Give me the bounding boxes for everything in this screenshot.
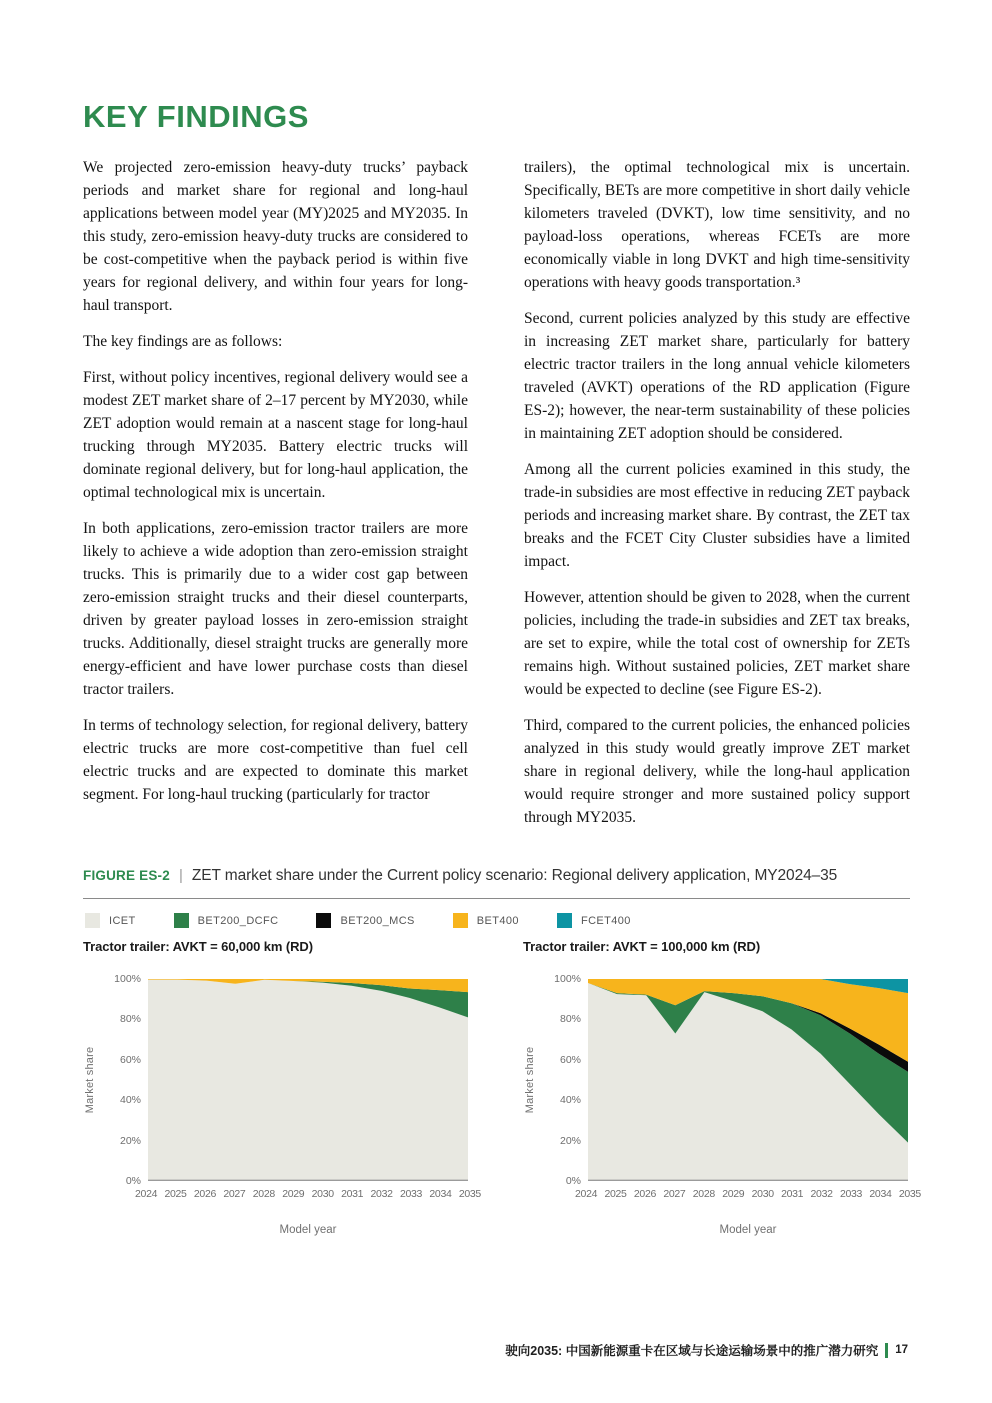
paragraph: In terms of technology selection, for regional delivery, battery electric trucks are more cost-competitive than fuel cell electric trucks and are expected to dominate this market segment. For long-haul trucking (particularly for tractor (83, 717, 468, 803)
x-tick-label: 2030 (311, 1188, 334, 1200)
legend-item-bet200-mcs (316, 913, 414, 928)
stacked-area-plot (148, 979, 468, 1181)
y-axis-ticks (103, 973, 141, 1187)
figure-es2 (83, 867, 921, 1236)
y-tick-label: 40% (559, 1094, 581, 1107)
y-tick-label: 0% (565, 1175, 581, 1187)
chart-avkt-100000 (523, 939, 921, 1236)
chart-subtitle: Tractor trailer: AVKT = 60,000 km (RD) (83, 939, 313, 954)
figure-caption (83, 867, 910, 885)
x-tick-label: 2028 (692, 1188, 715, 1200)
x-tick-label: 2034 (869, 1188, 892, 1200)
footer-divider (885, 1343, 888, 1358)
chart-avkt-60000 (83, 939, 481, 1236)
x-tick-label: 2026 (193, 1188, 217, 1200)
y-tick-label: 100% (114, 973, 141, 985)
x-tick-label: 2025 (604, 1188, 627, 1200)
figure-caption-text: ZET market share under the Current policy scenario: Regional delivery application, MY2024–35 (191, 867, 838, 884)
x-tick-label: 2024 (575, 1188, 598, 1200)
x-tick-label: 2029 (282, 1188, 305, 1200)
legend-label: BET200_DCFC (197, 914, 279, 927)
legend-item-bet400 (453, 913, 519, 928)
y-axis-ticks (543, 973, 581, 1187)
y-tick-label: 0% (125, 1175, 141, 1187)
x-tick-label: 2030 (751, 1188, 774, 1200)
legend-label: ICET (109, 914, 136, 927)
y-tick-label: 40% (119, 1094, 141, 1107)
body-column-left (83, 156, 468, 819)
y-tick-label: 60% (119, 1053, 141, 1066)
x-tick-label: 2032 (370, 1188, 393, 1200)
x-tick-label: 2035 (898, 1188, 921, 1200)
x-tick-label: 2035 (458, 1188, 481, 1200)
legend-swatch (174, 913, 189, 928)
stacked-area-plot (588, 979, 908, 1181)
y-axis-label: Market share (524, 1046, 536, 1114)
paragraph: In both applications, zero-emission tractor trailers are more likely to achieve a wide adoption than zero-emission straight trucks. This is primarily due to a wider cost gap between zero-emission straight trucks and their diesel counterparts, driven by greater payload losses in zero-emission straight trucks. Additionally, diesel straight trucks are generally more energy-efficient and have lower purchase costs than diesel tractor trailers. (83, 520, 468, 698)
x-tick-label: 2029 (722, 1188, 745, 1200)
x-tick-label: 2026 (633, 1188, 657, 1200)
page-title: KEY FINDINGS (83, 99, 309, 134)
x-axis-label: Model year (279, 1224, 337, 1236)
paragraph: We projected zero-emission heavy-duty trucks’ payback periods and market share for regional and long-haul applications between model year (MY)2025 and MY2035. In this study, zero-emission heavy-duty trucks are considered to be cost-competitive when the payback period is within five years for regional delivery, and within four years for long-haul transport. (83, 159, 468, 314)
chart-subtitle: Tractor trailer: AVKT = 100,000 km (RD) (523, 939, 761, 954)
page-footer (505, 1341, 908, 1359)
y-tick-label: 20% (559, 1134, 581, 1147)
y-axis-label: Market share (84, 1046, 96, 1114)
paragraph: trailers), the optimal technological mix is uncertain. Specifically, BETs are more competitive in short daily vehicle kilometers traveled (DVKT), low time sensitivity, and no payload-loss operations, whereas FCETs are more economically viable in long DVKT and high time-sensitivity operations with heavy goods transportation.³ (524, 159, 910, 291)
legend-item-fcet400 (557, 913, 631, 928)
x-tick-label: 2031 (341, 1188, 364, 1200)
legend-item-icet (85, 913, 136, 928)
paragraph: The key findings are as follows: (83, 333, 283, 350)
paragraph: Third, compared to the current policies, the enhanced policies analyzed in this study would greatly improve ZET market share in regional delivery, while the long-haul application would require stronger and more sustained policy support through MY2035. (524, 717, 910, 826)
legend-swatch (557, 913, 572, 928)
paragraph: First, without policy incentives, regional delivery would see a modest ZET market share of 2–17 percent by MY2030, while ZET adoption would remain at a nascent stage for long-haul trucking through MY2035. Battery electric trucks will dominate regional delivery, but for long-haul application, the optimal technological mix is uncertain. (83, 369, 468, 501)
figure-divider (83, 898, 910, 899)
figure-label: FIGURE ES-2 (83, 868, 170, 883)
x-tick-label: 2034 (429, 1188, 452, 1200)
paragraph: Among all the current policies examined in this study, the trade-in subsidies are most effective in reducing ZET payback periods and increasing market share. By contrast, the ZET tax breaks and the FCET City Cluster subsidies have a limited impact. (524, 461, 910, 570)
x-tick-label: 2033 (399, 1188, 423, 1200)
x-tick-label: 2027 (223, 1188, 246, 1200)
paragraph: However, attention should be given to 2028, when the current policies, including the trade-in subsidies and ZET tax breaks, are set to expire, while the total cost of ownership for ZETs remains high. Without sustained policies, ZET market share would be expected to decline (see Figure ES-2). (524, 589, 910, 698)
paragraph: Second, current policies analyzed by this study are effective in increasing ZET market share, particularly for battery electric tractor trailers in the long annual vehicle kilometers traveled (AVKT) operations of the RD application (Figure ES-2); however, the near-term sustainability of these policies in maintaining ZET adoption should be considered. (524, 310, 910, 442)
page-number: 17 (895, 1344, 908, 1356)
x-tick-label: 2028 (252, 1188, 275, 1200)
legend-label: BET200_MCS (340, 914, 415, 927)
legend-swatch (85, 913, 100, 928)
x-axis-ticks (135, 1188, 481, 1200)
legend-swatch (453, 913, 468, 928)
y-tick-label: 60% (559, 1053, 581, 1066)
legend-label: BET400 (476, 914, 519, 927)
x-tick-label: 2032 (810, 1188, 833, 1200)
x-tick-label: 2031 (781, 1188, 804, 1200)
caption-separator: | (178, 867, 183, 884)
y-tick-label: 80% (559, 1013, 581, 1026)
chart-legend (85, 913, 910, 928)
y-tick-label: 20% (119, 1134, 141, 1147)
x-axis-label: Model year (719, 1224, 777, 1236)
x-tick-label: 2024 (135, 1188, 158, 1200)
legend-label: FCET400 (580, 914, 631, 927)
x-axis-ticks (575, 1188, 921, 1200)
footer-report-title: 驶向2035: 中国新能源重卡在区域与长途运输场景中的推广潜力研究 (505, 1344, 879, 1358)
x-tick-label: 2025 (164, 1188, 187, 1200)
x-tick-label: 2027 (663, 1188, 686, 1200)
body-column-right (524, 156, 910, 842)
legend-item-bet200-dcfc (174, 913, 279, 928)
legend-swatch (316, 913, 331, 928)
y-tick-label: 100% (554, 973, 581, 985)
x-tick-label: 2033 (839, 1188, 863, 1200)
y-tick-label: 80% (119, 1013, 141, 1026)
